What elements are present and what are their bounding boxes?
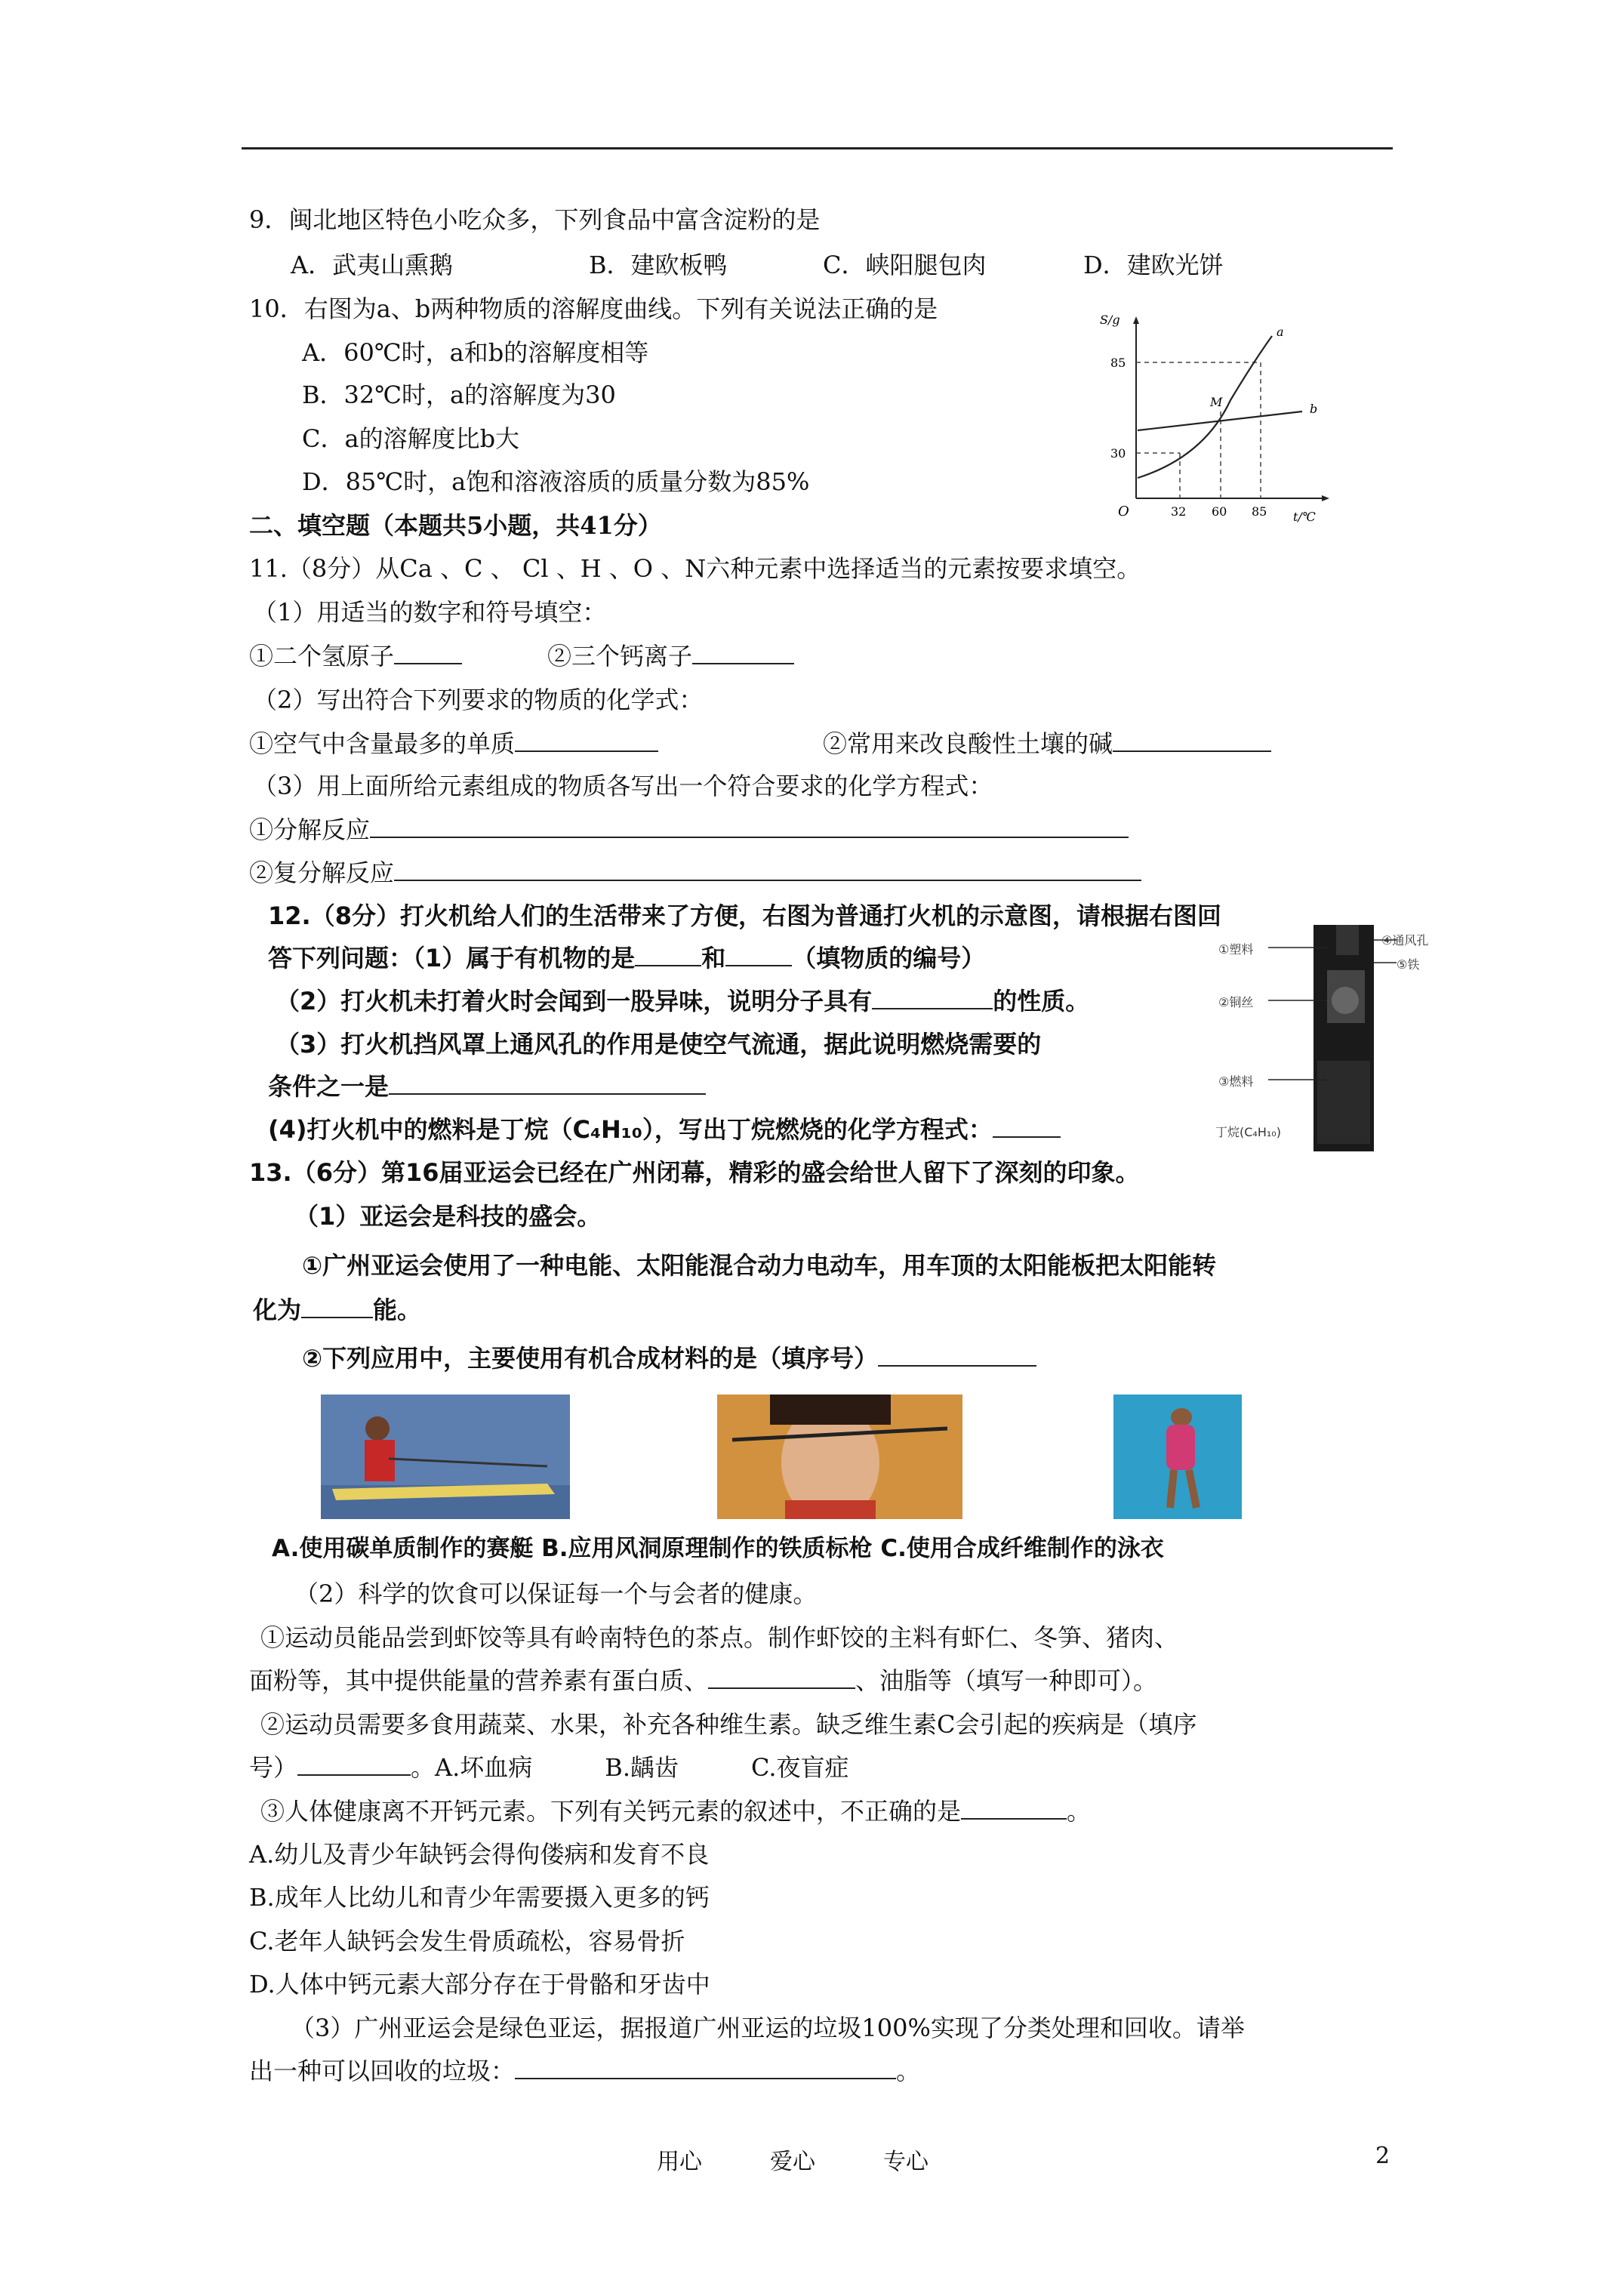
blank[interactable] [515, 728, 658, 752]
rowing-photo [321, 1395, 570, 1519]
q13-line1: 13.（6分）第16届亚运会已经在广州闭幕，精彩的盛会给世人留下了深刻的印象。 [249, 1158, 1140, 1187]
blank[interactable] [394, 857, 1141, 881]
q13-line8: 面粉等，其中提供能量的营养素有蛋白质、 、油脂等（填写一种即可）。 [249, 1666, 1158, 1695]
q12-line6: (4)打火机中的燃料是丁烷（C₄H₁₀），写出丁烷燃烧的化学方程式： [268, 1114, 1061, 1145]
graph-xtick-85: 85 [1252, 504, 1267, 519]
lighter-label-6: 丁烷(C₄H₁₀) [1215, 1125, 1281, 1139]
footer-motto: 用心 爱心 专心 [657, 2149, 929, 2175]
solubility-graph [1091, 306, 1332, 525]
graph-xlabel: t/℃ [1293, 510, 1316, 524]
lighter-label-4: ④通风孔 [1381, 933, 1429, 948]
blank[interactable] [297, 1752, 411, 1776]
blank[interactable] [961, 1795, 1067, 1820]
section-two-title: 二、填空题（本题共5小题，共41分） [249, 511, 662, 540]
q13-line9: ②运动员需要多食用蔬菜、水果，补充各种维生素。缺乏维生素C会引起的疾病是（填序 [260, 1710, 1197, 1739]
q13-option-d: D.人体中钙元素大部分存在于骨骼和牙齿中 [249, 1970, 710, 1999]
lighter-label-3: ③燃料 [1218, 1074, 1254, 1089]
q11-part1: （1）用适当的数字和符号填空： [253, 598, 607, 627]
q10-option-b: B．32℃时，a的溶解度为30 [302, 381, 616, 409]
lighter-figure [1215, 925, 1434, 1151]
diving-photo [1113, 1395, 1242, 1519]
q11-p3b: ②复分解反应 [249, 857, 1141, 889]
q11-p2b: ②常用来改良酸性土壤的碱 [823, 728, 1271, 760]
graph-origin: O [1118, 504, 1129, 519]
q13-line10: 号） 。A.坏血病 B.龋齿 C.夜盲症 [249, 1753, 849, 1782]
q9-option-b: B．建欧板鸭 [589, 251, 728, 279]
q9-stem: 9．闽北地区特色小吃众多，下列食品中富含淀粉的是 [249, 205, 821, 234]
q9-option-d: D．建欧光饼 [1083, 251, 1224, 279]
q10-option-c: C．a的溶解度比b大 [302, 424, 520, 453]
q11-stem: 11.（8分）从Ca 、C 、 Cl 、H 、O 、N六种元素中选择适当的元素按要求填空。 [249, 554, 1141, 583]
graph-ylabel: S/g [1100, 313, 1120, 327]
q9-option-c: C．峡阳腿包肉 [823, 251, 987, 279]
q11-p2a: ①空气中含量最多的单质 [249, 728, 658, 760]
q10-option-d: D．85℃时，a饱和溶液溶质的质量分数为85% [302, 467, 810, 496]
q13-line3: ①广州亚运会使用了一种电能、太阳能混合动力电动车，用车顶的太阳能板把太阳能转 [302, 1251, 1217, 1280]
q12-line1: 12.（8分）打火机给人们的生活带来了方便，右图为普通打火机的示意图，请根据右图回 [268, 901, 1221, 930]
blank[interactable] [872, 985, 993, 1009]
q9-option-a: A．武夷山熏鹅 [291, 251, 454, 279]
graph-curve-a-label: a [1277, 325, 1284, 339]
q13-option-c: C.老年人缺钙会发生骨质疏松，容易骨折 [249, 1927, 685, 1955]
q11-p1a: ①二个氢原子 [249, 640, 462, 672]
q11-p1b: ②三个钙离子 [547, 640, 794, 672]
q12-line3: （2）打火机未打着火时会闻到一股异味，说明分子具有 的性质。 [276, 987, 1090, 1015]
q13-line11: ③人体健康离不开钙元素。下列有关钙元素的叙述中，不正确的是 。 [260, 1797, 1092, 1826]
q12-line5: 条件之一是 [268, 1071, 706, 1102]
blank[interactable] [1113, 728, 1271, 752]
lighter-label-1: ①塑料 [1218, 942, 1254, 957]
blank[interactable] [692, 640, 794, 664]
blank[interactable] [708, 1665, 855, 1689]
q11-part2: （2）写出符合下列要求的物质的化学式： [253, 686, 704, 714]
q11-p3a: ①分解反应 [249, 814, 1129, 846]
graph-ytick-85: 85 [1110, 356, 1126, 370]
q13-line2: （1）亚运会是科技的盛会。 [294, 1202, 602, 1231]
q12-line4: （3）打火机挡风罩上通风孔的作用是使空气流通，据此说明燃烧需要的 [276, 1030, 1042, 1059]
q13-option-b: B.成年人比幼儿和青少年需要摄入更多的钙 [249, 1883, 710, 1912]
page-number: 2 [1375, 2143, 1390, 2169]
q13-line13: 出一种可以回收的垃圾： 。 [249, 2057, 921, 2085]
blank[interactable] [878, 1342, 1036, 1367]
curve-b [1138, 411, 1302, 430]
blank[interactable] [993, 1114, 1061, 1138]
q13-line7: ①运动员能品尝到虾饺等具有岭南特色的茶点。制作虾饺的主料有虾仁、冬笋、猪肉、 [260, 1623, 1179, 1652]
blank[interactable] [389, 1071, 706, 1095]
blank[interactable] [515, 2055, 896, 2079]
q13-line12: （3）广州亚运会是绿色亚运，据报道广州亚运的垃圾100%实现了分类处理和回收。请举 [291, 2014, 1245, 2042]
blank[interactable] [635, 942, 701, 966]
javelin-photo [717, 1395, 962, 1519]
header-rule [242, 147, 1393, 149]
q13-option-a: A.幼儿及青少年缺钙会得佝偻病和发育不良 [249, 1840, 710, 1869]
blank[interactable] [725, 942, 792, 966]
q13-line6: （2）科学的饮食可以保证每一个与会者的健康。 [294, 1579, 818, 1608]
lighter-label-2: ②铜丝 [1218, 995, 1254, 1009]
q10-stem: 10．右图为a、b两种物质的溶解度曲线。下列有关说法正确的是 [249, 294, 938, 323]
graph-xtick-32: 32 [1171, 504, 1187, 519]
q10-option-a: A．60℃时，a和b的溶解度相等 [302, 338, 649, 367]
q11-part3: （3）用上面所给元素组成的物质各写出一个符合要求的化学方程式： [253, 772, 993, 800]
lighter-label-5: ⑤铁 [1397, 957, 1420, 972]
blank[interactable] [370, 814, 1129, 838]
graph-xtick-60: 60 [1212, 504, 1227, 519]
q13-line5: ②下列应用中，主要使用有机合成材料的是（填序号） [302, 1342, 1036, 1374]
blank[interactable] [394, 640, 462, 664]
blank[interactable] [301, 1294, 373, 1318]
graph-point-m: M [1210, 395, 1223, 409]
graph-ytick-30: 30 [1110, 446, 1126, 461]
graph-curve-b-label: b [1310, 402, 1318, 416]
q13-photo-captions: A.使用碳单质制作的赛艇 B.应用风洞原理制作的铁质标枪 C.使用合成纤维制作的泳衣 [272, 1535, 1164, 1562]
q13-line4: 化为 能。 [253, 1296, 422, 1324]
q12-line2: 答下列问题：（1）属于有机物的是 和 （填物质的编号） [268, 944, 986, 972]
curve-a [1138, 336, 1272, 478]
